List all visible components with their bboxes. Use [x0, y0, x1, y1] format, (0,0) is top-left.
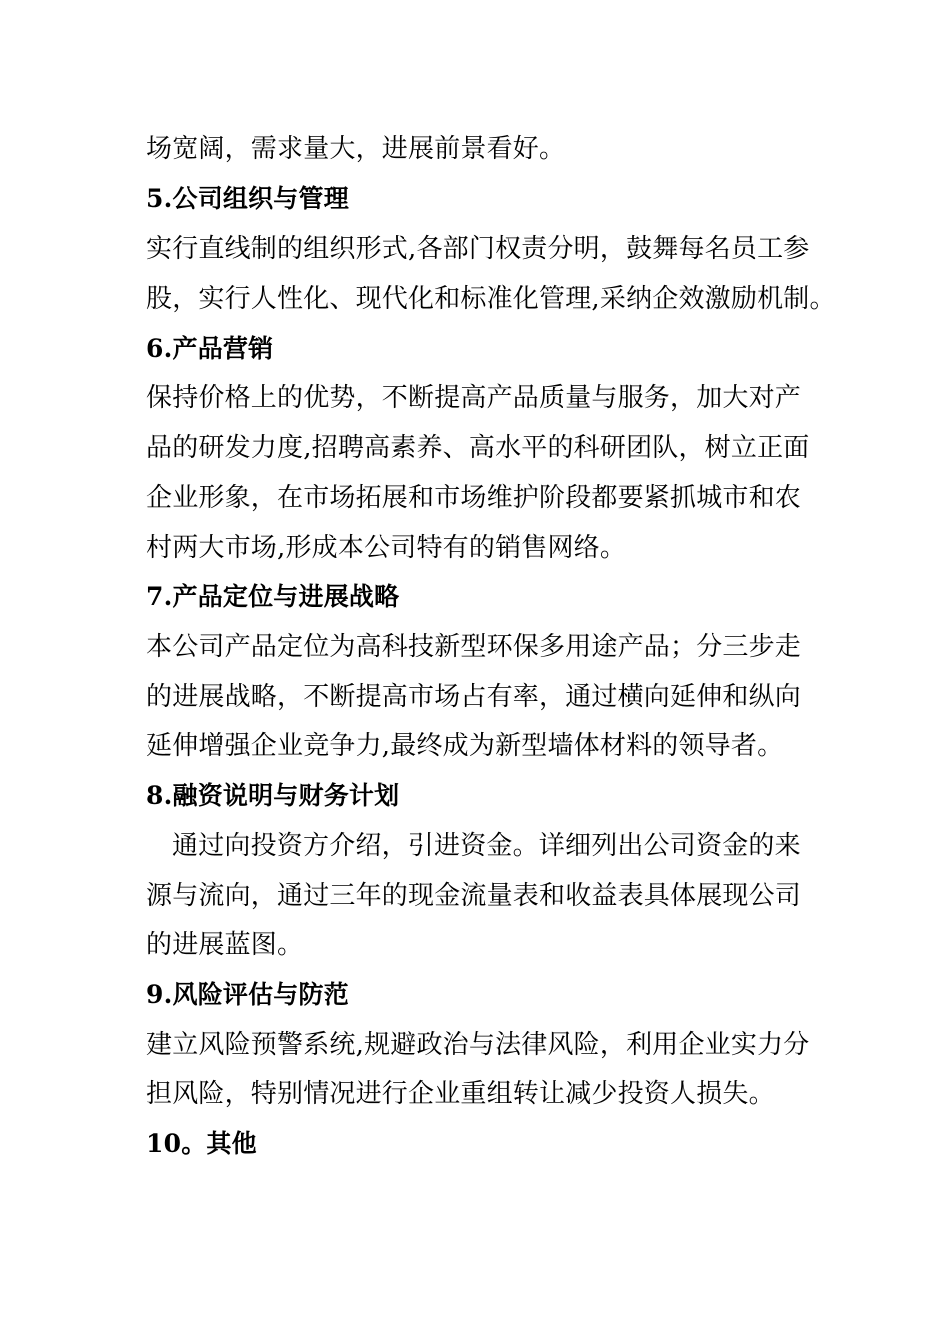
paragraph-line: 的进展蓝图。: [146, 930, 304, 960]
paragraph-line: 通过向投资方介绍，引进资金。详细列出公司资金的来: [172, 831, 801, 861]
paragraph-line: 品的研发力度,招聘高素养、高水平的科研团队，树立正面: [146, 433, 810, 463]
section-heading-9: 9.风险评估与防范: [146, 980, 349, 1009]
paragraph-line: 担风险，特别情况进行企业重组转让减少投资人损失。: [146, 1079, 775, 1109]
section-heading-8: 8.融资说明与财务计划: [146, 781, 400, 810]
paragraph-line: 延伸增强企业竞争力,最终成为新型墙体材料的领导者。: [146, 731, 784, 761]
paragraph-line: 村两大市场,形成本公司特有的销售网络。: [146, 533, 627, 563]
paragraph-line: 场宽阔，需求量大，进展前景看好。: [146, 134, 566, 164]
paragraph-line: 本公司产品定位为高科技新型环保多用途产品；分三步走: [146, 632, 802, 662]
paragraph-line: 企业形象，在市场拓展和市场维护阶段都要紧抓城市和农: [146, 483, 802, 513]
section-heading-6: 6.产品营销: [146, 334, 274, 363]
paragraph-line: 股，实行人性化、现代化和标准化管理,采纳企效激励机制。: [146, 284, 836, 314]
section-heading-5: 5.公司组织与管理: [146, 184, 349, 213]
paragraph-line: 建立风险预警系统,规避政治与法律风险，利用企业实力分: [146, 1030, 810, 1060]
paragraph-line: 的进展战略，不断提高市场占有率，通过横向延伸和纵向: [146, 682, 802, 712]
paragraph-line: 源与流向，通过三年的现金流量表和收益表具体展现公司: [146, 881, 802, 911]
paragraph-line: 保持价格上的优势，不断提高产品质量与服务，加大对产: [146, 383, 802, 413]
paragraph-line: 实行直线制的组织形式,各部门权责分明，鼓舞每名员工参: [146, 234, 810, 264]
section-heading-10: 10。其他: [146, 1129, 257, 1158]
section-heading-7: 7.产品定位与进展战略: [146, 582, 400, 611]
